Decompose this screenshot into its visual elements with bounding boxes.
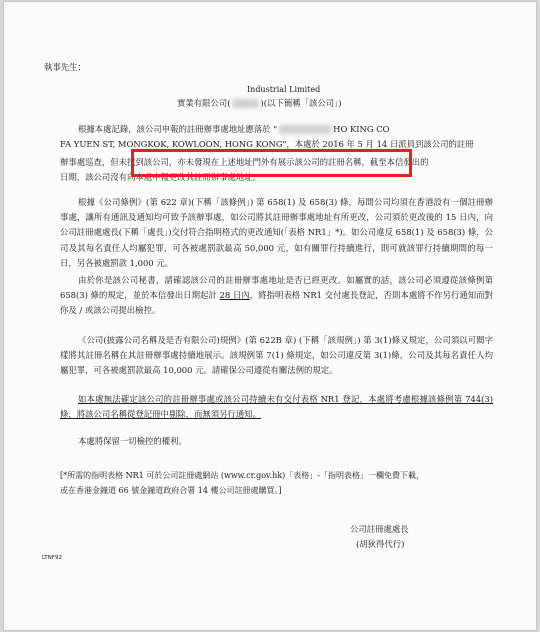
p3-text-b: ，將指明表格 NR1 交付處長登記，否則本處將不作另行通知而對你及 / 或該公司提出檢控。 [60, 290, 493, 316]
salutation: 執事先生： [44, 62, 86, 72]
redacted-block [279, 125, 331, 134]
footnote-line-1: [*所需的指明表格 NR1 可於公司註冊處網站 (www.cr.gov.hk)「表格」-「指明表格」一欄免費下載， [60, 471, 424, 480]
paragraph-3 [60, 273, 493, 319]
paragraph-1-line-1 [78, 122, 390, 137]
company-alias: )(以下簡稱「該公司」) [260, 98, 342, 108]
paragraph-1-line-3: 辦事處巡查，但未找到該公司，亦未發現在上述地址門外有展示該公司的註冊名稱，截至本信發出的 [60, 157, 429, 167]
company-name-cn: 實業有限公司( [177, 98, 231, 108]
highlight-box [131, 149, 412, 177]
paragraph-1-line-2: FA YUEN ST, MONGKOK, KOWLOON, HONG KONG"，本處於 2016 年 5 月 14 日派員到該公司的註冊 [60, 139, 474, 149]
p1-line-1-tail: HO KING CO [333, 124, 390, 134]
company-name-cn-line [177, 96, 342, 111]
company-name-en: Industrial Limited [247, 85, 321, 94]
paragraph-1-line-4: 日期，該公司沒有向本處申報更改其註冊辦事處地址。 [60, 172, 261, 182]
paragraph-6: 本處將保留一切檢控的權利。 [78, 436, 187, 446]
p3-text-a: 由於你是該公司秘書，請確認該公司的註冊辦事處地址是否已經更改。如屬實的話，該公司必須遵從該條例第 658(3) 條的規定，並於本信發出日期起計 [60, 275, 493, 301]
p1-line-1-text: 根據本處記錄，該公司申報的註冊辦事處地址應落於 " [78, 124, 278, 134]
paragraph-4: 《公司(披露公司名稱及是否有限公司)規例》(第 622B 章) (下稱「該規例」) 第 3(1)條又規定，公司須以可閱字樣將其註冊名稱在其註冊辦事處持續地展示。該規例第 7(1) 條規定，如公司違反第 3(1)條，公司及其每名責任人均屬犯罪，可各被處罰款最高 10,000 元。請確保公司遵從有關法例的規定。 [60, 335, 493, 376]
redacted-block [233, 99, 259, 108]
footnote-line-2: 或在香港金鐘道 66 號金鐘道政府合署 14 樓公司註冊處購買。] [60, 486, 282, 495]
form-code: LTNF92 [42, 555, 62, 561]
p3-deadline: 28 日內 [219, 290, 250, 301]
paragraph-5: 如本處無法確定該公司的註冊辦事處或該公司持續未有交付表格 NR1 登記，本處將考慮根據該條例第 744(3) 條，將該公司名稱從登記冊中剔除，而無須另行通知。 [60, 394, 493, 420]
signature-sub: (胡狄得代行) [356, 539, 405, 549]
signature-title: 公司註冊處處長 [350, 524, 409, 534]
letter-page [4, 2, 536, 630]
paragraph-2: 根據《公司條例》(第 622 章)(下稱「該條例」) 第 658(1) 及 658(3) 條，每間公司均須在香港設有一個註冊辦事處，讓所有通訊及通知均可致予該辦事處，如公司將其註冊辦事處地址有所更改，公司須於更改後的 15 日內，向公司註冊處處長(下稱「處長」)交付符合指明格式的更改通知(「表格 NR1」*)。如公司違反 658(1) 及 658(3) 條，公司及其每名責任人均屬犯罪，可各被處罰款最高 50,000 元，如有關罪行持續進行，則可就該罪行持續期間的每一日，另各被處罰款 1,000 元。 [60, 197, 493, 268]
